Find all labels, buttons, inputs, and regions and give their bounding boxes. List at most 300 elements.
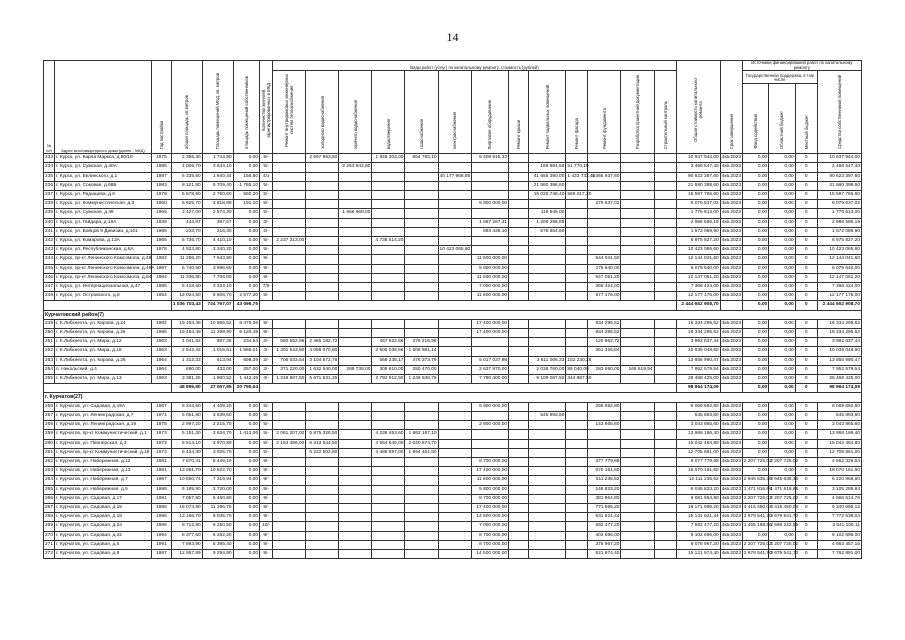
row-total-area: 11 256,20 <box>171 255 202 264</box>
row-total-cost: 545 893,80 <box>676 411 720 420</box>
row-local: 0 <box>795 292 817 301</box>
row-address: г. Курск, ул. Островского, д.8 <box>55 292 152 301</box>
table-row <box>44 347 862 356</box>
row-work-cost <box>654 246 676 255</box>
row-floors: 5/- <box>260 448 273 457</box>
row-work-cost: 88 040,00 <box>566 365 588 374</box>
row-owners: 4 662 329,64 <box>817 457 861 466</box>
row-total-cost: 6 975 827,20 <box>676 237 720 246</box>
row-number: 241 <box>44 227 55 236</box>
row-work-cost <box>588 246 621 255</box>
table-row <box>44 411 862 420</box>
row-work-cost: 631 621,44 <box>588 513 621 522</box>
row-region: 0,00 <box>769 439 795 448</box>
row-work-cost <box>509 467 529 476</box>
row-work-cost <box>273 421 306 430</box>
row-work-cost: 143 865,60 <box>588 421 621 430</box>
col-owned-area: площадь помещений собственников <box>243 76 249 149</box>
row-work-cost <box>566 273 588 282</box>
row-address: п. Никольский, д.4 <box>55 365 152 374</box>
total-area: 48 896,90 <box>171 384 202 393</box>
row-owned-area: 0,00 <box>233 540 259 549</box>
row-address: г. Курск, ул. Сумская, д.48 <box>55 209 152 218</box>
row-fund: 0,00 <box>742 264 768 273</box>
row-work-cost: 402 696,00 <box>588 531 621 540</box>
row-owners: 10 937 944,00 <box>817 154 861 163</box>
row-work-cost <box>509 246 529 255</box>
col-foundation: Ремонт фундамента <box>601 108 607 149</box>
row-work-cost <box>273 411 306 420</box>
row-work-cost <box>273 172 306 181</box>
row-deadline: 4кв.2023 <box>720 467 742 476</box>
table-row <box>44 476 862 485</box>
row-work-cost <box>273 494 306 503</box>
row-fund: 0,00 <box>742 402 768 411</box>
row-work-cost <box>528 549 565 558</box>
row-fund: 0,00 <box>742 191 768 200</box>
total-owned-area: 20 796,64 <box>233 384 259 393</box>
row-apartments-area: 5 449,19 <box>202 457 233 466</box>
row-total-cost: 18 334 295,52 <box>676 319 720 328</box>
row-total-area: 8 712,90 <box>171 522 202 531</box>
row-work-cost <box>273 246 306 255</box>
row-work-cost <box>405 264 438 273</box>
row-work-cost <box>273 154 306 163</box>
col-sewer: водоотведения <box>385 118 391 149</box>
row-total-cost: 7 592 477,20 <box>676 522 720 531</box>
row-work-cost <box>438 513 471 522</box>
row-number: 259 <box>44 430 55 439</box>
row-year: 1973 <box>152 448 172 457</box>
row-work-cost: 678 654,80 <box>528 227 565 236</box>
row-work-cost <box>405 237 438 246</box>
row-owners: 18 070 161,60 <box>817 467 861 476</box>
row-deadline: 4кв.2023 <box>720 485 742 494</box>
row-total-area: 5 740,50 <box>171 264 202 273</box>
total-label <box>44 384 172 393</box>
row-local: 0 <box>795 476 817 485</box>
row-work-cost <box>306 172 339 181</box>
row-apartments-area: 6 262,20 <box>202 531 233 540</box>
row-region: 0,00 <box>769 319 795 328</box>
row-work-cost <box>528 154 565 163</box>
row-work-cost <box>273 319 306 328</box>
row-work-cost <box>339 347 372 356</box>
row-owned-area: 0,00 <box>233 246 259 255</box>
row-apartments-area: 3 323,10 <box>202 283 233 292</box>
row-work-cost <box>621 209 654 218</box>
row-total-area: 7 057,60 <box>171 494 202 503</box>
row-work-cost <box>438 531 471 540</box>
row-work-cost <box>438 191 471 200</box>
row-floors: 5/- <box>260 421 273 430</box>
row-work-cost <box>438 255 471 264</box>
row-apartments-area: 3 925,70 <box>202 448 233 457</box>
row-work-cost <box>273 531 306 540</box>
col-region: Областной бюджет <box>779 110 785 149</box>
row-work-cost: 152 230,28 <box>566 356 588 365</box>
row-fund: 0,00 <box>742 237 768 246</box>
row-work-cost <box>438 356 471 365</box>
row-work-cost <box>405 329 438 338</box>
row-work-cost <box>339 503 372 512</box>
row-total-area: 19 464,48 <box>171 329 202 338</box>
row-total-area: 5 434,30 <box>171 448 202 457</box>
row-work-cost <box>654 356 676 365</box>
table-row <box>44 246 862 255</box>
row-work-cost: 547 051,20 <box>588 273 621 282</box>
row-work-cost: 378 967,20 <box>588 540 621 549</box>
total-cost: 98 964 174,09 <box>676 384 720 393</box>
row-work-cost <box>528 402 565 411</box>
row-apartments-area: 5 395,40 <box>202 540 233 549</box>
row-owned-area: 0,00 <box>233 457 259 466</box>
row-address: г. Курск, пр-кт Ленинского Комсомола, д.48А <box>55 264 152 273</box>
row-total-cost: 13 968 186,40 <box>676 430 720 439</box>
row-total-area: 4 006,70 <box>171 163 202 172</box>
row-work-cost <box>372 172 405 181</box>
row-owners: 18 334 295,52 <box>817 319 861 328</box>
row-region: 0,00 <box>769 411 795 420</box>
row-year: 1978 <box>152 246 172 255</box>
row-work-cost: 864 782,10 <box>405 154 438 163</box>
row-work-cost <box>273 264 306 273</box>
row-work-cost <box>509 292 529 301</box>
row-work-cost: 2 697 963,50 <box>306 154 339 163</box>
row-year: 1964 <box>152 356 172 365</box>
row-number: 249 <box>44 319 55 328</box>
row-work-cost: 2 153 496,00 <box>273 439 306 448</box>
row-floors: 9/- <box>260 494 273 503</box>
row-work-cost <box>654 209 676 218</box>
row-work-cost <box>588 181 621 190</box>
row-work-cost: 7 000 000,00 <box>471 283 508 292</box>
row-region: 0,00 <box>769 467 795 476</box>
row-total-cost: 12 177 176,00 <box>676 292 720 301</box>
row-owned-area: 257,00 <box>233 365 259 374</box>
row-work-cost: 2 792 912,50 <box>372 375 405 384</box>
row-work-cost <box>273 503 306 512</box>
section-label: Курчатовский район(7) <box>44 310 862 319</box>
row-work-cost <box>438 200 471 209</box>
row-floors: 4/- <box>260 347 273 356</box>
row-work-cost <box>509 209 529 218</box>
row-local: 0 <box>795 375 817 384</box>
row-floors: 3/- <box>260 218 273 227</box>
row-work-cost <box>621 411 654 420</box>
row-work-cost <box>273 200 306 209</box>
row-floors: 9/- <box>260 503 273 512</box>
row-floors: 9/- <box>260 264 273 273</box>
row-work-cost: 2 637 870,00 <box>471 365 508 374</box>
row-work-cost <box>273 283 306 292</box>
row-work-cost <box>306 531 339 540</box>
row-work-cost: 120 862,72 <box>588 338 621 347</box>
row-apartments-area: 3 818,89 <box>202 200 233 209</box>
row-total-cost: 21 580 398,60 <box>676 181 720 190</box>
row-owned-area: 191,10 <box>233 200 259 209</box>
row-work-cost <box>273 292 306 301</box>
row-work-cost <box>438 522 471 531</box>
row-local: 0 <box>795 319 817 328</box>
row-region: 0,00 <box>769 283 795 292</box>
row-region: 0,00 <box>769 191 795 200</box>
row-work-cost <box>438 494 471 503</box>
table-row <box>44 402 862 411</box>
row-work-cost <box>438 329 471 338</box>
row-owned-area: 0,00 <box>233 154 259 163</box>
row-year: 1987 <box>152 549 172 558</box>
row-work-cost: 11 600 000,00 <box>471 255 508 264</box>
row-address: г. Курск, ул. Белинского, д.1 <box>55 172 152 181</box>
row-fund: 0,00 <box>742 421 768 430</box>
works-group-header: Виды работ (услуг) по капитальному ремонту, стоимость (рублей) <box>273 61 676 71</box>
row-floors: 9/- <box>260 255 273 264</box>
row-total-cost: 3 992 637,44 <box>676 338 720 347</box>
row-fund: 0,00 <box>742 200 768 209</box>
row-work-cost <box>273 513 306 522</box>
row-owned-area: 1 442,45 <box>233 375 259 384</box>
row-total-area: 5 418,60 <box>171 283 202 292</box>
row-work-cost <box>509 154 529 163</box>
row-local: 0 <box>795 402 817 411</box>
row-address: г. Курчатов, ул. Набережная, д.12 <box>55 457 152 466</box>
row-fund: 0,00 <box>742 467 768 476</box>
row-address: г. Курчатов, ул. Набережная, д.5 <box>55 485 152 494</box>
row-work-cost: 275 640,00 <box>588 264 621 273</box>
row-owned-area: 8 475,36 <box>233 319 259 328</box>
row-total-cost: 7 366 424,00 <box>676 283 720 292</box>
row-region: 1 471 816,68 <box>769 485 795 494</box>
row-total-cost: 12 111 235,52 <box>676 476 720 485</box>
row-apartments-area: 3 634,70 <box>202 430 233 439</box>
row-work-cost: 621 974,40 <box>588 549 621 558</box>
row-address: г. Курск, пр-кт Ленинского Комсомола, д.84 <box>55 273 152 282</box>
row-work-cost <box>438 421 471 430</box>
row-deadline: 4кв.2023 <box>720 356 742 365</box>
row-work-cost <box>273 467 306 476</box>
row-deadline: 4кв.2023 <box>720 411 742 420</box>
row-work-cost <box>566 531 588 540</box>
row-fund: 1 465 168,56 <box>742 522 768 531</box>
row-year: 1984 <box>152 273 172 282</box>
row-work-cost: 5 800 000,00 <box>471 264 508 273</box>
row-work-cost: 344 887,50 <box>566 375 588 384</box>
row-deadline: 4кв.2023 <box>720 329 742 338</box>
row-work-cost <box>654 319 676 328</box>
row-year: 1991 <box>152 540 172 549</box>
row-work-cost <box>566 264 588 273</box>
row-work-cost <box>621 154 654 163</box>
row-year: 1988 <box>152 485 172 494</box>
total-fund: 0,00 <box>742 301 768 310</box>
row-owners: 90 623 397,60 <box>817 172 861 181</box>
row-work-cost <box>372 255 405 264</box>
row-work-cost <box>471 439 508 448</box>
row-work-cost <box>405 485 438 494</box>
total-owned-area: 43 099,75 <box>233 301 259 310</box>
row-work-cost: 2 061 207,00 <box>273 430 306 439</box>
row-work-cost: 283 550,00 <box>588 365 621 374</box>
row-work-cost <box>438 154 471 163</box>
col-fund: Фонд содействия <box>752 114 758 149</box>
row-owners: 13 968 186,40 <box>817 430 861 439</box>
row-total-area: 13 156,70 <box>171 513 202 522</box>
row-total-cost: 10 035 048,60 <box>676 347 720 356</box>
row-work-cost <box>372 246 405 255</box>
row-number: 263 <box>44 467 55 476</box>
row-floors: 2/- <box>260 356 273 365</box>
row-address: г. Курск, ул. Интернациональная, д.47 <box>55 283 152 292</box>
row-work-cost <box>372 503 405 512</box>
table-row <box>44 209 862 218</box>
row-work-cost <box>405 540 438 549</box>
row-total-cost: 1 572 089,90 <box>676 227 720 236</box>
row-region: 0,00 <box>769 402 795 411</box>
row-work-cost <box>509 430 529 439</box>
row-work-cost: 248 823,20 <box>588 485 621 494</box>
row-work-cost <box>438 181 471 190</box>
row-region: 3 679 541,70 <box>769 549 795 558</box>
capital-repair-table <box>43 60 862 559</box>
row-work-cost <box>339 255 372 264</box>
row-year: 1939 <box>152 218 172 227</box>
col-facade: Ремонт фасада <box>574 117 580 149</box>
row-work-cost <box>509 485 529 494</box>
row-work-cost <box>509 439 529 448</box>
row-work-cost: 17 400 000,00 <box>471 319 508 328</box>
row-work-cost: 4 236 453,60 <box>372 430 405 439</box>
row-year: 1975 <box>152 154 172 163</box>
row-owners: 13 856 990,47 <box>817 356 861 365</box>
row-work-cost <box>339 531 372 540</box>
col-cold: холодного водоснабжения <box>319 96 325 149</box>
row-work-cost: 309 810,00 <box>372 365 405 374</box>
row-region: 0,00 <box>769 347 795 356</box>
row-number: 270 <box>44 531 55 540</box>
table-row <box>44 338 862 347</box>
col-apartments-area: Площадь помещений МКД, кв. метров <box>215 72 221 149</box>
row-work-cost <box>654 476 676 485</box>
row-work-cost <box>654 283 676 292</box>
row-work-cost: 934 295,52 <box>588 329 621 338</box>
row-number: 267 <box>44 503 55 512</box>
row-work-cost <box>566 154 588 163</box>
row-work-cost <box>509 476 529 485</box>
row-work-cost <box>306 494 339 503</box>
row-work-cost <box>339 402 372 411</box>
row-owners: 3 105 289,84 <box>817 485 861 494</box>
row-work-cost: 545 893,80 <box>528 411 565 420</box>
row-owned-area: 0,00 <box>233 218 259 227</box>
row-local: 0 <box>795 365 817 374</box>
row-work-cost <box>306 209 339 218</box>
row-number: 256 <box>44 402 55 411</box>
row-region: 0,00 <box>769 172 795 181</box>
row-year: 1979 <box>152 191 172 200</box>
row-work-cost <box>621 181 654 190</box>
row-owned-area: 8 120,49 <box>233 329 259 338</box>
row-work-cost <box>509 319 529 328</box>
row-work-cost <box>528 246 565 255</box>
row-work-cost: 11 600 000,00 <box>471 292 508 301</box>
row-work-cost <box>339 200 372 209</box>
row-year: 1983 <box>152 181 172 190</box>
row-year: 1981 <box>152 457 172 466</box>
row-work-cost <box>621 356 654 365</box>
row-work-cost: 706 033,54 <box>273 356 306 365</box>
row-owners: 10 035 048,60 <box>817 347 861 356</box>
row-work-cost <box>509 494 529 503</box>
row-work-cost <box>273 476 306 485</box>
row-deadline: 4кв.2023 <box>720 347 742 356</box>
row-floors: 9/- <box>260 485 273 494</box>
row-deadline: 4кв.2023 <box>720 237 742 246</box>
row-work-cost <box>405 246 438 255</box>
row-work-cost <box>405 209 438 218</box>
table-row <box>44 365 862 374</box>
row-total-area: 233,70 <box>171 227 202 236</box>
row-year: 1986 <box>152 522 172 531</box>
row-work-cost: 11 600 000,00 <box>471 273 508 282</box>
row-work-cost <box>621 402 654 411</box>
row-number: 234 <box>44 163 55 172</box>
row-total-area: 13 961,70 <box>171 467 202 476</box>
row-total-cost: 13 856 990,47 <box>676 356 720 365</box>
row-work-cost: 569 017,20 <box>566 191 588 200</box>
row-address: г. К.Либкнехта, ул. Мира, д.18 <box>55 347 152 356</box>
row-fund: 0,00 <box>742 163 768 172</box>
row-deadline: 4кв.2023 <box>720 200 742 209</box>
total-label <box>44 301 172 310</box>
row-fund: 0,00 <box>742 329 768 338</box>
row-work-cost: 2 237 313,00 <box>273 237 306 246</box>
row-owners: 4 663 457,16 <box>817 540 861 549</box>
row-region: 0,00 <box>769 218 795 227</box>
row-total-cost: 6 079 637,02 <box>676 200 720 209</box>
row-total-area: 10 650,74 <box>171 476 202 485</box>
row-work-cost <box>339 329 372 338</box>
row-total-cost: 7 952 579,54 <box>676 365 720 374</box>
row-number: 264 <box>44 476 55 485</box>
row-local: 0 <box>795 329 817 338</box>
row-work-cost <box>654 365 676 374</box>
row-work-cost <box>509 513 529 522</box>
row-apartments-area: 10 965,52 <box>202 319 233 328</box>
row-owned-area: 698,39 <box>233 356 259 365</box>
row-work-cost <box>654 347 676 356</box>
row-work-cost <box>566 503 588 512</box>
row-address: г. Курчатов, ул. Садовая, д.15 <box>55 503 152 512</box>
row-work-cost <box>438 549 471 558</box>
row-region: 0,00 <box>769 338 795 347</box>
row-work-cost <box>372 264 405 273</box>
row-owned-area: 0,00 <box>233 448 259 457</box>
total-row <box>44 301 862 310</box>
row-owners: 12 177 176,00 <box>817 292 861 301</box>
row-work-cost: 279 637,02 <box>588 200 621 209</box>
row-floors: 9/- <box>260 513 273 522</box>
row-work-cost: 8 700 000,00 <box>471 540 508 549</box>
row-fund: 4 415 450,04 <box>742 503 768 512</box>
row-work-cost: 17 400 000,00 <box>471 329 508 338</box>
row-deadline: 4кв.2023 <box>720 255 742 264</box>
row-local: 0 <box>795 549 817 558</box>
row-work-cost <box>509 421 529 430</box>
row-work-cost <box>372 485 405 494</box>
table-row <box>44 448 862 457</box>
row-fund: 0,00 <box>742 411 768 420</box>
